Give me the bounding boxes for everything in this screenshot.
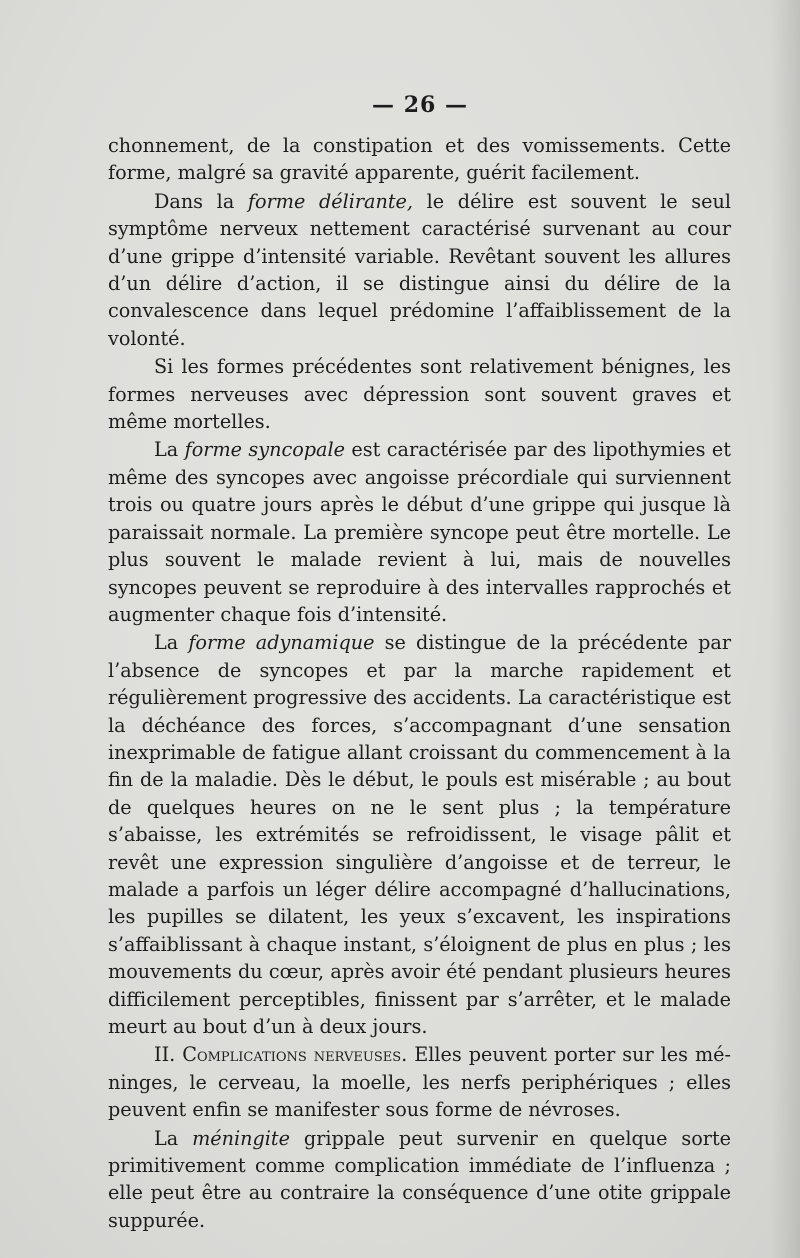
italic-term: forme syncopale bbox=[184, 438, 345, 462]
paragraph-text: se distingue de la précédente par l’absence de syncopes et par la marche rapidement et régulièrement progressive des accidents. La caractéristique est la déchéance des forces, s’accompagnant d’une sensation inexprimable de fatigue allant croissant du commencement à la fin de la maladie. Dès le début, le pouls est misérable ; au bout de quelques heures on ne le sent plus ; la température s’abaisse, les extrémités se refroidissent, le visage pâlit et revêt une expression singulière d’angoisse et de terreur, le malade a parfois un léger délire accompagné d’hallucinations, les pupilles se dilatent, les yeux s’excavent, les inspirations s’affaiblissant à chaque instant, s’éloignent de plus en plus ; les mouvements du cœur, après avoir été pendant plusieurs heures difficilement perceptibles, finissent par s’arrêter, et le malade meurt au bout d’un à deux jours. bbox=[108, 631, 731, 1038]
paragraph-text: le délire est souvent le seul symptôme nerveux nettement caractérisé survenant au cour d’une grippe d’intensité variable. Revêtant souvent les allures d’un délire d’action, il se distingue ainsi du délire de la convalescence dans lequel prédomine l’affaiblissement de la volonté. bbox=[108, 189, 731, 350]
body-text bbox=[108, 132, 731, 1234]
paragraph-text: Dans la bbox=[154, 189, 248, 213]
paragraph-text: II. bbox=[154, 1043, 183, 1067]
paragraph-text: est caractérisée par des lipothymies et même des syncopes avec angoisse précordiale qui surviennent trois ou quatre jours après le début d’une grippe qui jusque là paraissait normale. La première syncope peut être mortelle. Le plus souvent le malade revient à lui, mais de nouvelles syncopes peuvent se reproduire à des intervalles rapprochés et augmenter chaque fois d’intensité. bbox=[108, 438, 732, 626]
paragraph-formes-nerveuses bbox=[108, 353, 731, 435]
paragraph-forme-syncopale bbox=[108, 436, 731, 628]
paragraph-text: La bbox=[154, 1126, 193, 1150]
paragraph-text: La bbox=[154, 438, 185, 462]
paragraph-meningite bbox=[108, 1125, 731, 1235]
page-edge-shadow bbox=[770, 0, 800, 1258]
paragraph-text: Si les formes précédentes sont relativement bénignes, les formes nerveuses avec dépression sont souvent graves et même mortelles. bbox=[108, 355, 731, 434]
section-heading: Complications nerveuses. bbox=[182, 1043, 408, 1067]
paragraph-forme-adynamique bbox=[108, 629, 731, 1040]
paragraph-forme-delirante bbox=[108, 188, 731, 352]
italic-term: forme délirante, bbox=[247, 189, 413, 213]
paragraph-text: La bbox=[154, 631, 189, 655]
italic-term: forme adynamique bbox=[188, 631, 375, 655]
paragraph-text: grippale peut survenir en quelque sorte primitivement comme complication immédiate de l’influenza ; elle peut être au contraire la conséquence d’une otite grippale suppurée. bbox=[108, 1126, 732, 1232]
paragraph-complications-nerveuses bbox=[108, 1041, 731, 1123]
paragraph-text: chonnement, de la constipation et des vomissements. Cette forme, malgré sa gravité apparente, guérit facilement. bbox=[108, 134, 731, 185]
paragraph-continuation bbox=[108, 132, 731, 187]
page-number: — 26 — bbox=[372, 92, 468, 118]
paragraph-text: Elles peuvent porter sur les méninges, le cerveau, la moelle, les nerfs periphériques ; elles peuvent enfin se manifester sous forme de névroses. bbox=[108, 1043, 731, 1122]
italic-term: méningite bbox=[192, 1126, 290, 1150]
